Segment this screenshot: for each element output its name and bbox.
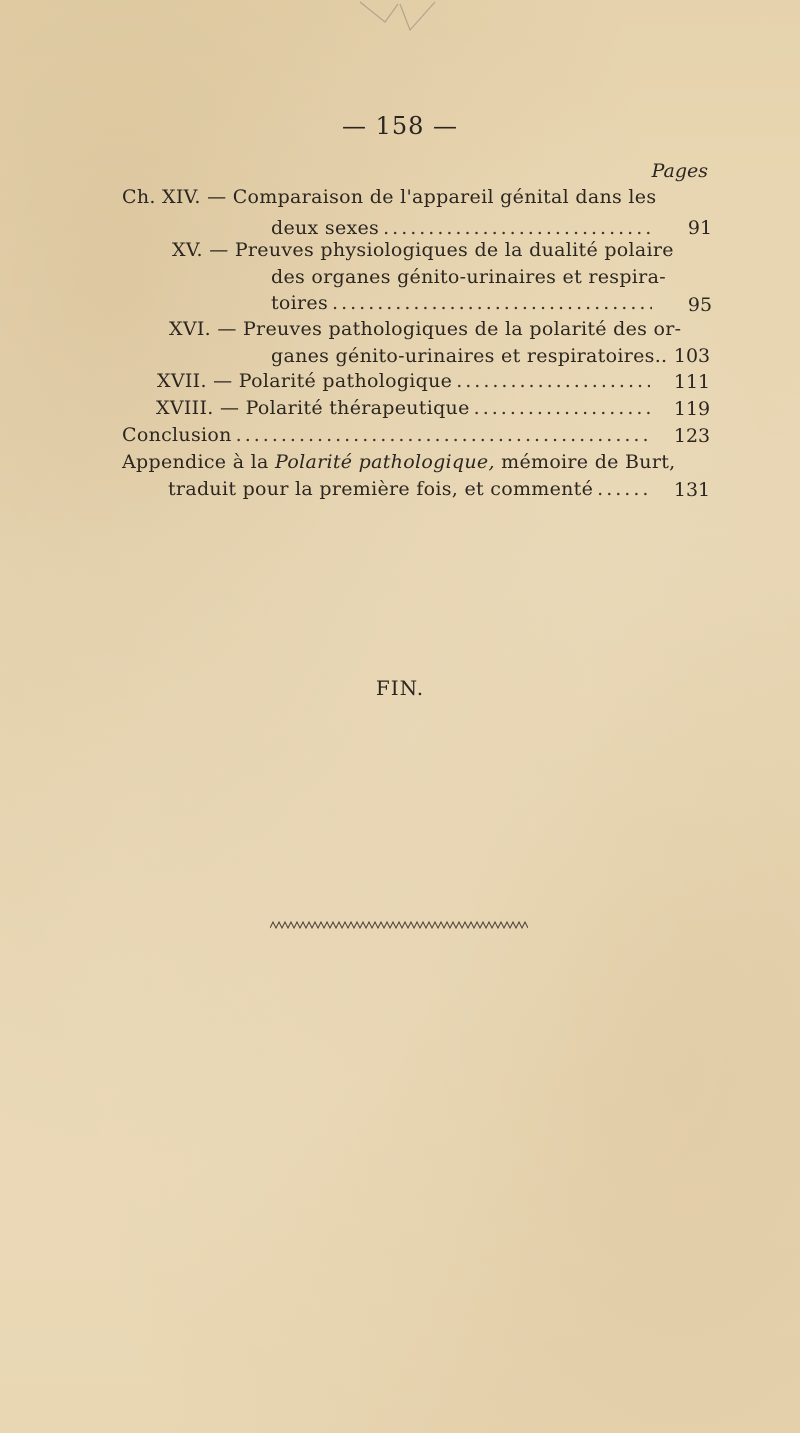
toc-entry-text: traduit pour la première fois, et commenté — [168, 478, 594, 500]
toc-entry-text: XV. — Preuves physiologiques de la dualité polaire — [172, 239, 674, 261]
toc-entry-ch-xviii — [156, 395, 654, 421]
page-number: — 158 — — [341, 112, 459, 140]
toc-entry-ch-xv-line-1 — [172, 237, 674, 263]
toc-entry-conclusion — [122, 422, 654, 448]
toc-entry-italic-title: Polarité pathologique, — [275, 451, 495, 473]
top-stain-mark — [340, 0, 480, 40]
toc-entry-text: des organes génito-urinaires et respira- — [271, 266, 666, 288]
toc-entry-text: XVI. — Preuves pathologiques de la polarité des or- — [169, 318, 682, 340]
toc-entry-text-part: Appendice à la — [122, 451, 276, 473]
toc-entry-appendice-line-2 — [168, 476, 656, 502]
toc-entry-text: Conclusion — [122, 424, 232, 446]
pages-column-header: Pages — [651, 160, 708, 182]
toc-entry-text: XVII. — Polarité pathologique — [157, 370, 453, 392]
toc-entry-text-part: mémoire de Burt, — [494, 451, 676, 473]
fin-label: FIN. — [375, 676, 425, 700]
toc-entry-ch-xvi-line-2 — [271, 343, 668, 369]
dot-leader — [456, 368, 650, 394]
dot-leader — [236, 422, 650, 448]
toc-entry-ch-xv-line-2 — [271, 264, 666, 290]
toc-entry-text — [122, 449, 676, 475]
dot-leader — [597, 476, 652, 502]
dot-leader — [332, 290, 652, 316]
toc-entry-text: ganes génito-urinaires et respiratoires.. — [271, 345, 668, 367]
toc-page-number: 91 — [687, 217, 713, 239]
toc-page-number: 131 — [673, 479, 711, 501]
toc-entry-ch-xv-line-3 — [271, 290, 656, 316]
zigzag-ornament — [270, 920, 528, 930]
toc-page-number: 103 — [673, 345, 711, 367]
toc-page-number: 111 — [673, 371, 711, 393]
toc-page-number: 119 — [673, 398, 711, 420]
toc-entry-text: toires — [271, 292, 329, 314]
toc-entry-ch-xvii — [157, 368, 654, 394]
toc-entry-ch-xvi-line-1 — [169, 316, 682, 342]
toc-page-number: 95 — [687, 294, 713, 316]
dot-leader — [474, 395, 650, 421]
toc-entry-appendice-line-1 — [122, 449, 676, 475]
toc-entry-text: Ch. XIV. — Comparaison de l'appareil génital dans les — [122, 186, 657, 208]
toc-entry-text: XVIII. — Polarité thérapeutique — [156, 397, 470, 419]
toc-entry-ch-xiv-line-1 — [122, 184, 657, 210]
toc-entry-text: deux sexes — [271, 217, 380, 239]
toc-page-number: 123 — [673, 425, 711, 447]
